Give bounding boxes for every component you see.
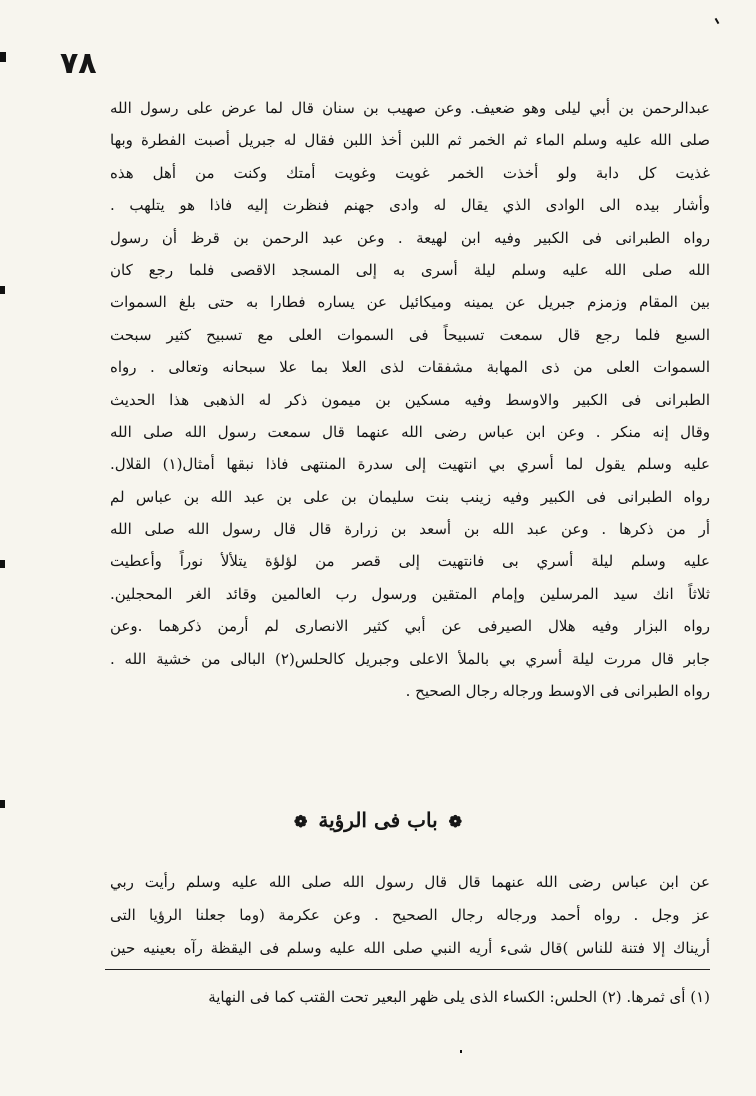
text-line: غذيت كل دابة ولو أخذت الخمر غويت وغويت أمتك وكنت من أهل هذه: [110, 163, 710, 182]
footnote-divider: [105, 969, 710, 970]
scan-mark: [0, 52, 6, 62]
scan-mark: [0, 800, 5, 808]
text-line: عبدالرحمن بن أبي ليلى وهو ضعيف. وعن صهيب بن سنان قال لما عرض على رسول الله: [110, 99, 710, 117]
text-line: عن ابن عباس رضى الله عنهما قال قال رسول الله صلى الله عليه وسلم رأيت ربي: [110, 873, 710, 891]
text-line: عليه وسلم ليلة أسري بى فانتهيت إلى قصر من لؤلؤة يتلألأ نوراً وأعطيت: [110, 552, 710, 571]
text-line: بين المقام وزمزم جبريل عن يمينه وميكائيل عن يساره فطارا به حتى بلغ السموات: [110, 293, 710, 312]
section-title: باب فى الرؤية: [318, 808, 438, 832]
ornament-icon: ❁: [448, 812, 463, 831]
scan-mark: [715, 18, 720, 24]
scan-mark: [460, 1050, 462, 1053]
page-number: ٧٨: [60, 46, 97, 81]
text-line: وأشار بيده الى الوادى الذي يقال له وادى جهنم فنظرت إليه فاذا هو يتلهب .: [110, 196, 710, 215]
text-line: رواه الطبرانى فى الاوسط ورجاله رجال الصحيح .: [405, 682, 710, 701]
text-line: أر من ذكرها . وعن عبد الله بن أسعد بن زرارة قال قال رسول الله صلى الله: [110, 520, 710, 539]
text-line: صلى الله عليه وسلم الماء ثم الخمر ثم اللبن أخذ اللبن فقال له جبريل أصبت الفطرة وبها: [110, 131, 710, 150]
main-text-block: [110, 92, 710, 707]
text-line: السبع فلما رجع قال سمعت تسبيحاً فى السموات العلى مع تسبيح كثير سبحت: [110, 325, 710, 344]
text-line: رواه البزار وفيه هلال الصيرفى عن أبي كثير الانصارى لم أرمن ذكرهما .وعن: [110, 617, 710, 636]
text-line: الطبرانى فى الكبير والاوسط وفيه مسكين بن ميمون ذكر له الذهبى هذا الحديث: [110, 390, 710, 409]
text-line: رواه الطبرانى فى الكبير وفيه زينب بنت سليمان بن على بن عبد الله بن عباس لم: [110, 487, 710, 506]
text-line: أريناك إلا فتنة للناس )قال شىء أريه النبي صلى الله عليه وسلم فى اليقظة رآه بعينيه حين: [110, 939, 710, 957]
footnote: (١) أى ثمرها. (٢) الحلس: الكساء الذى يلى ظهر البعير تحت القتب كما فى النهاية: [208, 988, 710, 1006]
text-line: رواه الطبرانى فى الكبير وفيه ابن لهيعة . وعن عبد الرحمن بن قرظ أن رسول: [110, 228, 710, 247]
section-text-block: [110, 866, 710, 965]
text-line: عليه وسلم يقول لما أسري بي انتهيت إلى سدرة المنتهى فاذا نبقها أمثال(١) القلال.: [110, 455, 710, 474]
text-line: ثلاثاً انك سيد المرسلين وإمام المتقين ورسول رب العالمين وقائد الغر المحجلين.: [110, 584, 710, 603]
scan-mark: [0, 286, 5, 294]
ornament-icon: ❁: [293, 812, 308, 831]
scan-mark: [0, 560, 5, 568]
text-line: السموات العلى من ذى المهابة مشفقات لذى العلا بما علا سبحانه وتعالى . رواه: [110, 358, 710, 377]
text-line: الله صلى الله عليه وسلم ليلة أسرى به إلى المسجد الاقصى فلما رجع كان: [110, 260, 710, 279]
text-line: عز وجل . رواه أحمد ورجاله رجال الصحيح . وعن عكرمة (وما جعلنا الرؤيا التى: [110, 906, 710, 924]
text-line: وقال إنه منكر . وعن ابن عباس رضى الله عنهما قال سمعت رسول الله صلى الله: [110, 422, 710, 441]
section-heading: [0, 808, 756, 832]
text-line: جابر قال مررت ليلة أسري بي بالملأ الاعلى وجبريل كالحلس(٢) البالى من خشية الله .: [110, 649, 710, 668]
